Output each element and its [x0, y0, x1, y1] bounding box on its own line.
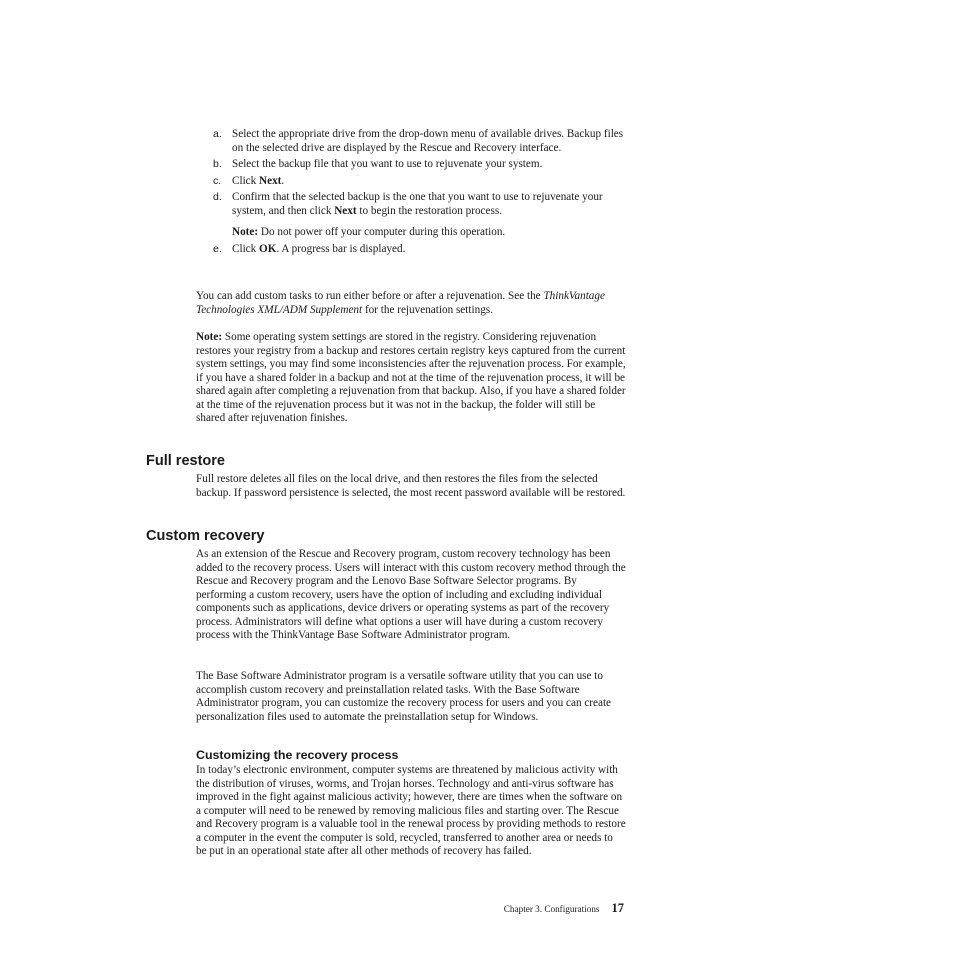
step-text: Select the appropriate drive from the drop-down menu of available drives. Backup files on the selected drive are displayed by the Rescue and Recovery interface. — [232, 128, 624, 154]
step-text-post: . A progress bar is displayed. — [276, 242, 406, 255]
note-label: Note: — [196, 331, 223, 343]
supplement-title: ThinkVantage Technologies XML/ADM Supplement — [196, 290, 605, 316]
step-letter: b. — [213, 158, 222, 170]
note-label: Note: — [232, 226, 259, 238]
customizing-heading: Customizing the recovery process — [196, 748, 399, 762]
step-b — [213, 158, 633, 172]
step-letter: d. — [213, 191, 222, 203]
next-keyword: Next — [334, 204, 357, 217]
custom-recovery-heading: Custom recovery — [146, 528, 265, 544]
full-restore-heading: Full restore — [146, 453, 225, 469]
step-text-pre: Confirm that the selected backup is the one that you want to use to rejuvenate your system, and then click — [232, 191, 603, 217]
step-text: Select the backup file that you want to use to rejuvenate your system. — [232, 158, 543, 170]
note-text: Do not power off your computer during this operation. — [258, 226, 506, 238]
step-e — [213, 243, 633, 257]
ok-keyword: OK — [259, 242, 277, 255]
step-text-pre: Click — [232, 242, 260, 255]
step-letter: a. — [213, 128, 222, 140]
step-text — [232, 243, 633, 257]
step-letter: c. — [213, 174, 222, 187]
page-number: 17 — [611, 901, 624, 915]
step-note — [232, 226, 633, 240]
footer-chapter: Chapter 3. Configurations — [503, 904, 600, 914]
registry-note-text: Some operating system settings are stored in the registry. Considering rejuvenation restores your registry from a backup and restores certain registry keys captured from the current system settings, you may find some inconsistencies after the rejuvenation process. For example, if you have a shared folder in a backup and not at the time of the rejuvenation process, it will be shared again after completing a rejuvenation from that backup. Also, if you have a shared folder at the time of the rejuvenation process but it was not in the backup, the folder will still be shared after rejuvenation finishes. — [196, 331, 626, 424]
step-c — [213, 175, 633, 189]
custom-tasks-text-pre: You can add custom tasks to run either before or after a rejuvenation. See the — [196, 290, 544, 302]
custom-recovery-paragraph-1: As an extension of the Rescue and Recovery program, custom recovery technology has been added to the recovery process. Users will interact with this custom recovery method through the Rescue and Recovery program and the Lenovo Base Software Selector programs. By performing a custom recovery, users have the option of including and excluding individual components such as applications, device drivers or operating systems as part of the recovery process. Administrators will define what options a user will have during a custom recovery process with the ThinkVantage Base Software Administrator program. — [196, 548, 626, 641]
page-footer — [504, 901, 624, 916]
step-a — [213, 128, 633, 155]
next-keyword: Next — [259, 174, 282, 187]
step-letter: e. — [213, 242, 222, 255]
step-text — [232, 175, 633, 189]
step-text — [232, 191, 633, 218]
step-text-post: to begin the restoration process. — [356, 204, 502, 217]
customizing-paragraph: In today’s electronic environment, computer systems are threatened by malicious activity with the distribution of viruses, worms, and Trojan horses. Technology and anti-virus software has improved in the fight against malicious activity; however, there are times when the software on a computer will need to be renewed by removing malicious files and starting over. The Rescue and Recovery program is a valuable tool in the renewal process by providing methods to restore a computer in the event the computer is sold, recycled, transferred to another area or needs to be put in an operational state after all other methods of recovery has failed. — [196, 764, 626, 857]
step-text-post: . — [281, 174, 285, 187]
step-text-pre: Click — [232, 174, 260, 187]
restore-steps-list — [213, 128, 633, 259]
full-restore-paragraph: Full restore deletes all files on the local drive, and then restores the files from the selected backup. If password persistence is selected, the most recent password available will be restored. — [196, 473, 626, 499]
registry-note — [196, 331, 626, 426]
custom-tasks-text-post: for the rejuvenation settings. — [362, 303, 493, 316]
step-d — [213, 191, 633, 218]
custom-recovery-paragraph-2: The Base Software Administrator program is a versatile software utility that you can use to accomplish custom recovery and preinstallation related tasks. With the Base Software Administrator program, you can customize the recovery process for users and you can create personalization files used to automate the preinstallation setup for Windows. — [196, 670, 612, 723]
custom-tasks-paragraph — [196, 290, 626, 317]
